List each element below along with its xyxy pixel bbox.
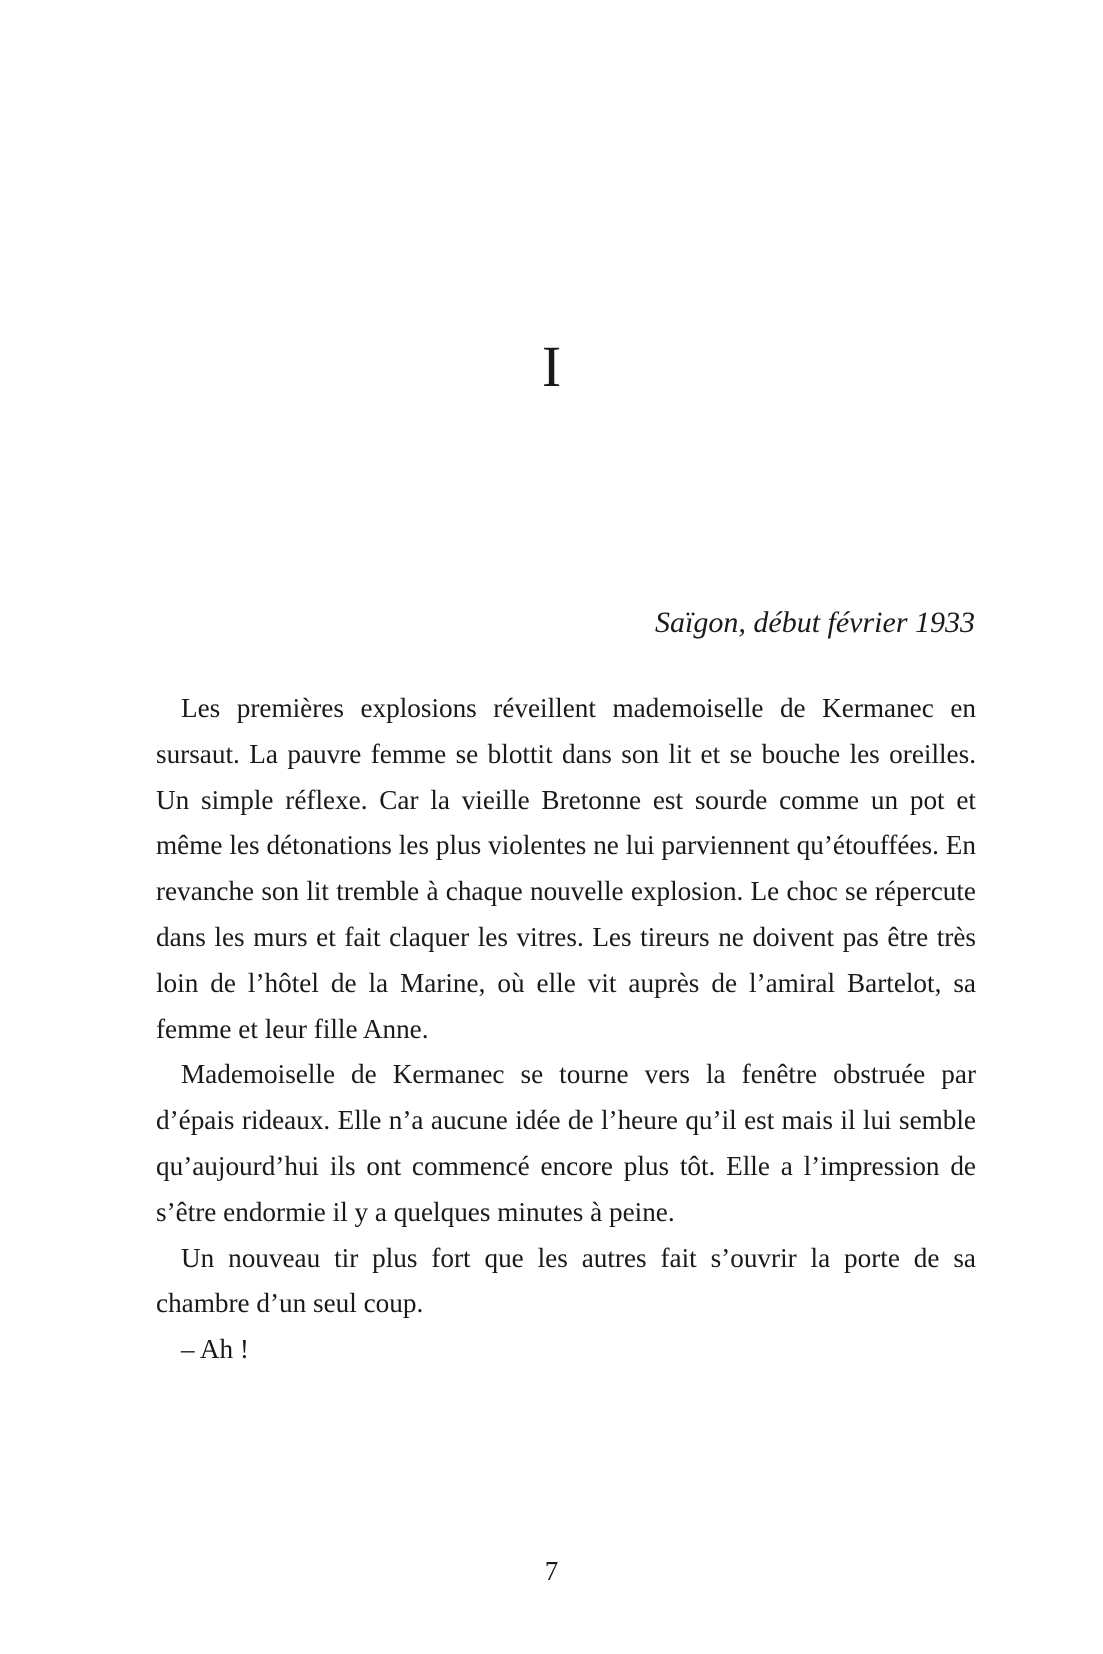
paragraph: Mademoiselle de Kermanec se tourne vers la fenêtre obstruée par d’épais rideaux. Elle n’a aucune idée de l’heure qu’il est mais il lui semble qu’aujourd’hui ils ont commencé encore plus tôt. Elle a l’impression de s’être endormie il y a quelques minutes à peine. xyxy=(156,1059,976,1227)
page-number: 7 xyxy=(544,1556,559,1586)
chapter-number: I xyxy=(541,334,562,399)
paragraph: Les premières explosions réveillent mademoiselle de Kermanec en sursaut. La pauvre femme se blottit dans son lit et se bouche les oreilles. Un simple réflexe. Car la vieille Bretonne est sourde comme un pot et même les détonations les plus violentes ne lui parviennent qu’étouffées. En revanche son lit tremble à chaque nouvelle explosion. Le choc se répercute dans les murs et fait claquer les vitres. Les tireurs ne doivent pas être très loin de l’hôtel de la Marine, où elle vit auprès de l’amiral Bartelot, sa femme et leur fille Anne. xyxy=(156,693,976,1044)
body-text xyxy=(156,686,976,1373)
dateline: Saïgon, début février 1933 xyxy=(655,606,975,639)
paragraph: Un nouveau tir plus fort que les autres fait s’ouvrir la porte de sa chambre d’un seul coup. xyxy=(156,1242,976,1319)
paragraph: – Ah ! xyxy=(181,1334,249,1365)
